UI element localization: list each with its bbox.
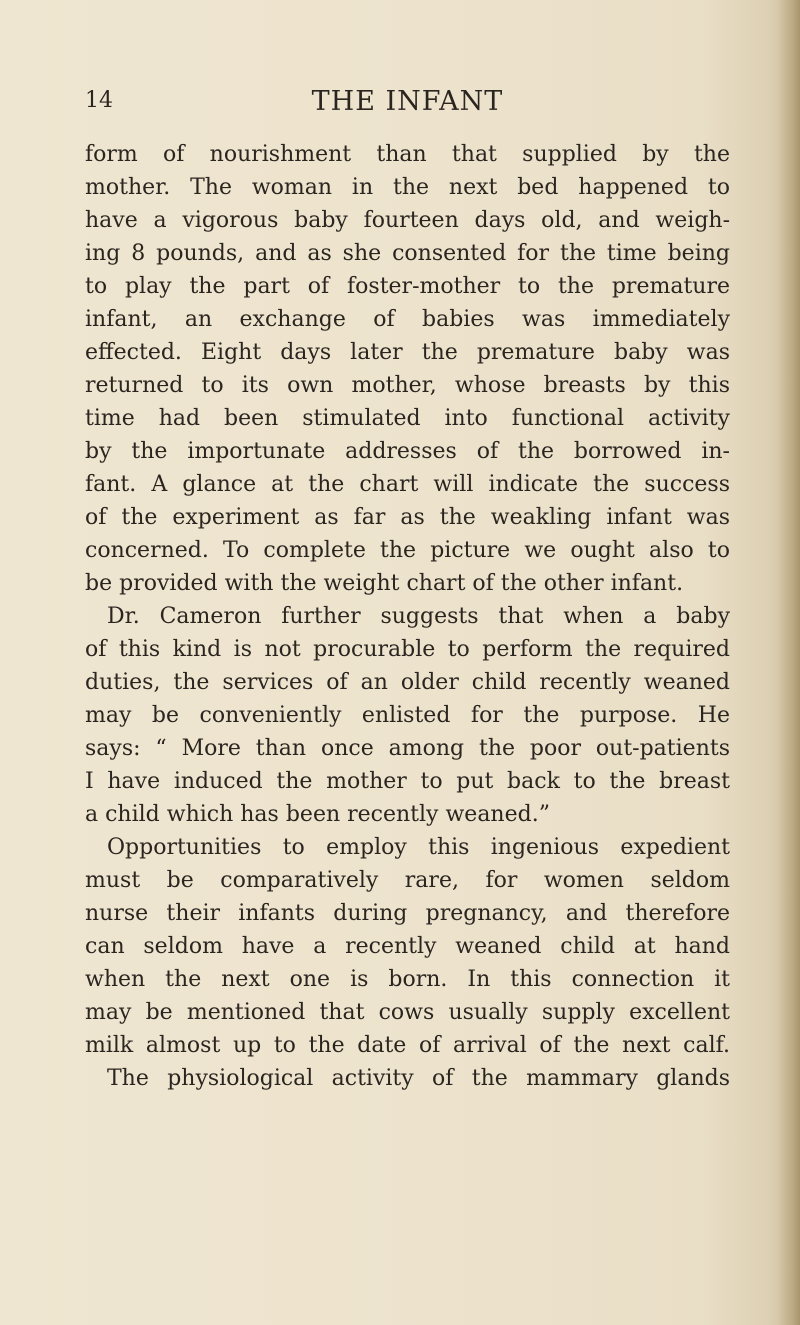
text-line: duties, the services of an older child recently weaned — [85, 670, 730, 695]
text-line: be provided with the weight chart of the other infant. — [85, 571, 684, 596]
text-line: of this kind is not procurable to perform the required — [85, 637, 730, 662]
text-line: of the experiment as far as the weakling infant was — [85, 505, 730, 530]
text-line: says: “ More than once among the poor out-patients — [85, 736, 730, 761]
text-line: must be comparatively rare, for women seldom — [85, 868, 730, 893]
text-line: I have induced the mother to put back to the breast — [85, 769, 730, 794]
text-line: concerned. To complete the picture we ought also to — [85, 538, 730, 563]
text-line: have a vigorous baby fourteen days old, and weigh- — [85, 208, 730, 233]
running-title: THE INFANT — [311, 86, 504, 117]
text-line: returned to its own mother, whose breasts by this — [85, 373, 730, 398]
body-text — [85, 138, 730, 1095]
text-line: Opportunities to employ this ingenious expedient — [107, 835, 730, 860]
text-line: fant. A glance at the chart will indicate the success — [85, 472, 730, 497]
text-line: effected. Eight days later the premature baby was — [85, 340, 730, 365]
text-line: mother. The woman in the next bed happened to — [85, 175, 730, 200]
page-edge-shadow — [778, 0, 800, 1325]
page-number: 14 — [85, 88, 113, 113]
text-line: form of nourishment than that supplied by the — [85, 142, 730, 167]
text-line: ing 8 pounds, and as she consented for the time being — [85, 241, 730, 266]
text-line: The physiological activity of the mammary glands — [107, 1066, 730, 1091]
text-line: time had been stimulated into functional activity — [85, 406, 730, 431]
text-line: a child which has been recently weaned.” — [85, 802, 550, 827]
text-line: can seldom have a recently weaned child at hand — [85, 934, 730, 959]
text-line: may be mentioned that cows usually supply excellent — [85, 1000, 730, 1025]
text-line: Dr. Cameron further suggests that when a baby — [107, 604, 730, 629]
text-line: milk almost up to the date of arrival of the next calf. — [85, 1033, 730, 1058]
page-header — [85, 86, 730, 126]
text-line: may be conveniently enlisted for the purpose. He — [85, 703, 730, 728]
text-line: by the importunate addresses of the borrowed in- — [85, 439, 730, 464]
text-line: to play the part of foster-mother to the premature — [85, 274, 730, 299]
text-line: nurse their infants during pregnancy, and therefore — [85, 901, 730, 926]
text-line: when the next one is born. In this connection it — [85, 967, 730, 992]
text-line: infant, an exchange of babies was immediately — [85, 307, 730, 332]
